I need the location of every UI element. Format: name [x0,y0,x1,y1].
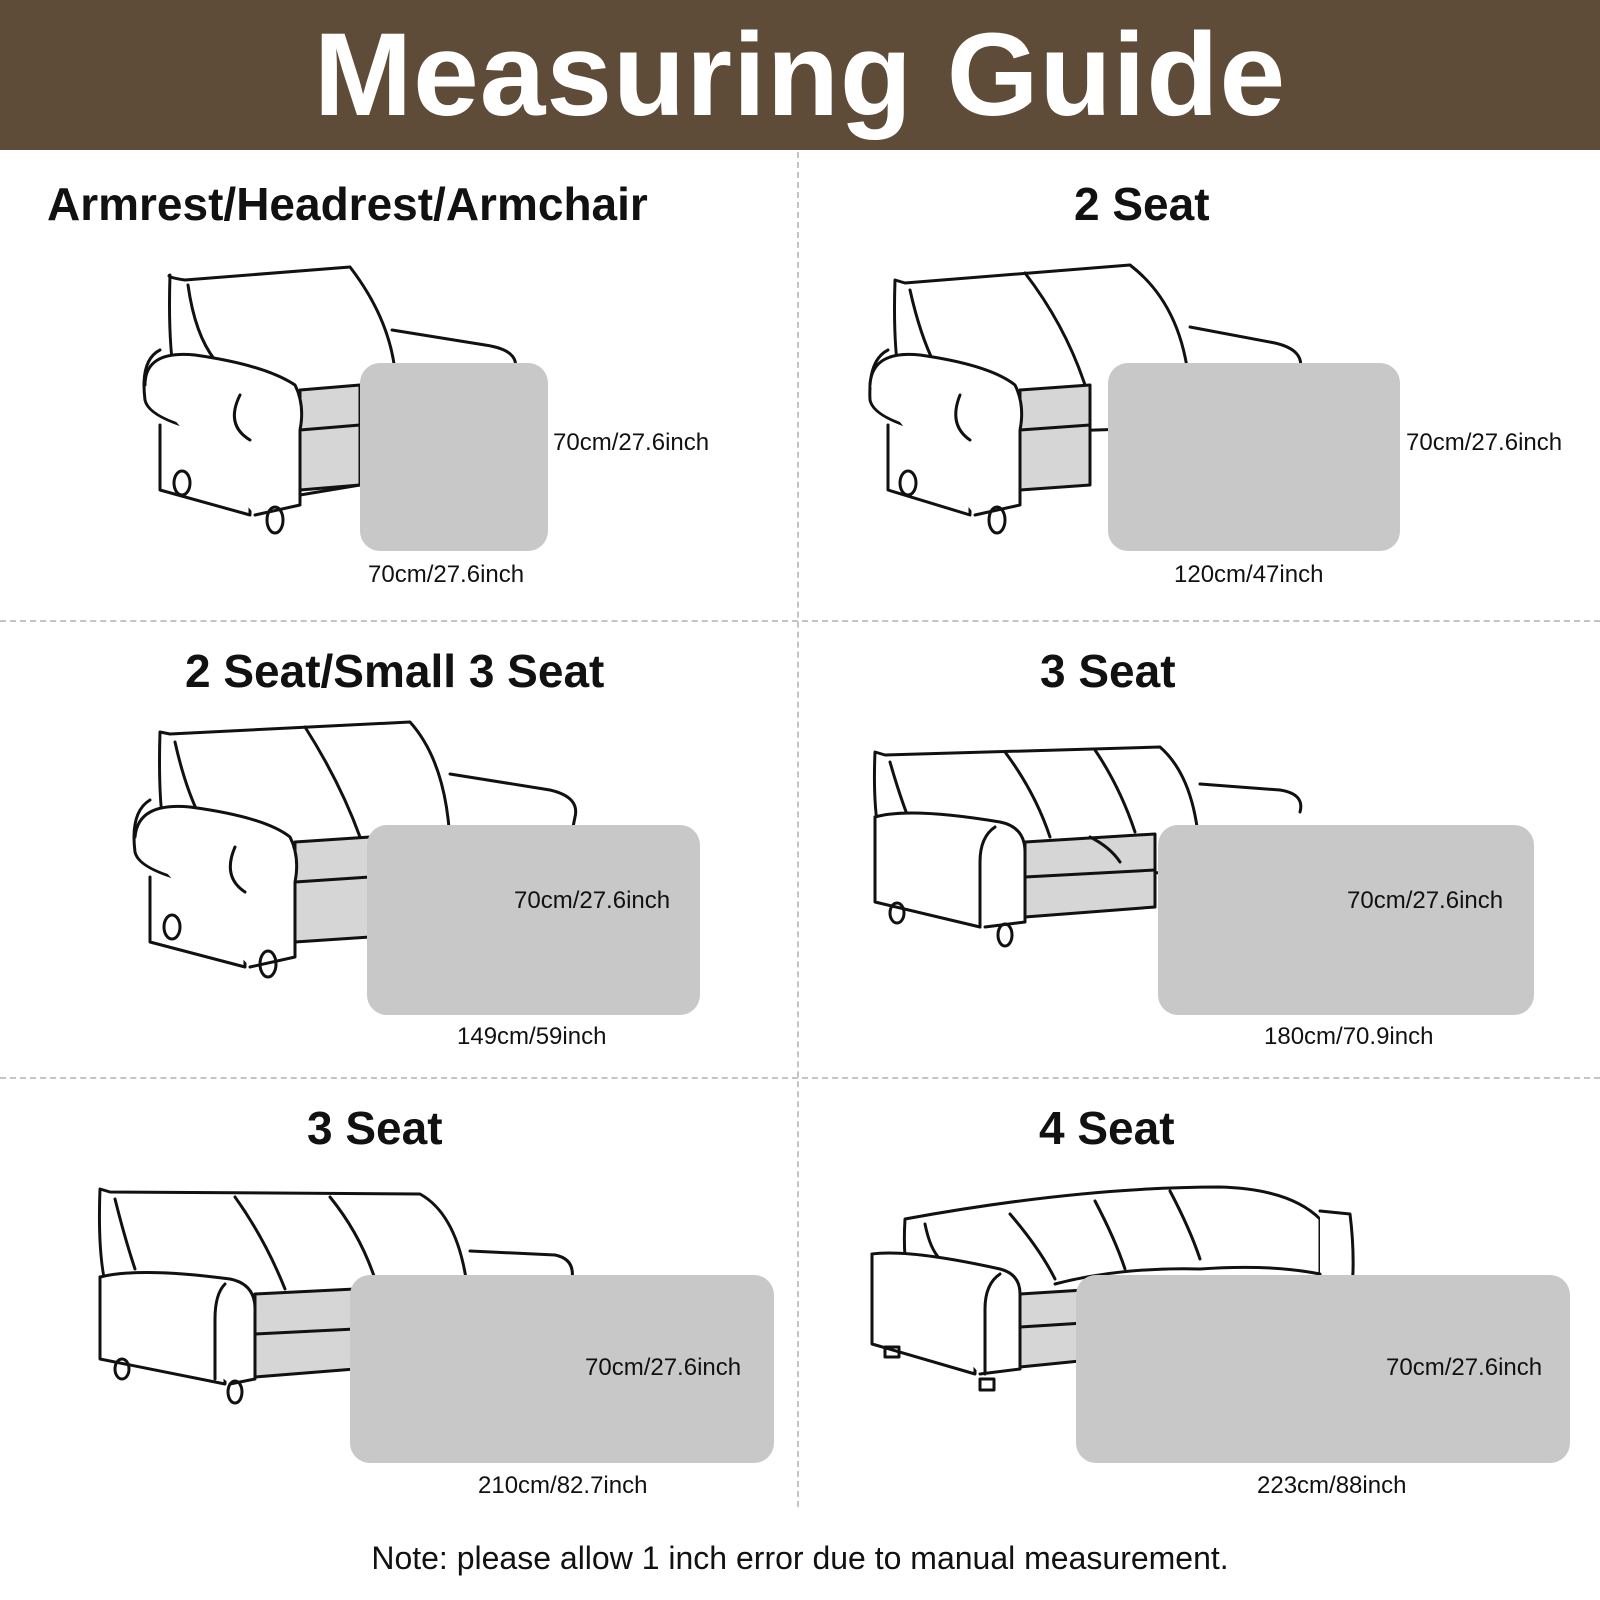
depth-label: 70cm/27.6inch [585,1354,742,1381]
cushion-box [1158,825,1534,1015]
panel-armchair [0,155,798,620]
panel-title: 2 Seat/Small 3 Seat [185,645,605,697]
panel-3-seat-large [0,1079,798,1509]
depth-label: 70cm/27.6inch [514,887,671,914]
armchair-illustration [0,155,798,620]
measurement-note: Note: please allow 1 inch error due to manual measurement. [371,1540,1229,1576]
panel-title: Armrest/Headrest/Armchair [47,178,648,230]
width-label: 223cm/88inch [1257,1472,1407,1499]
width-label: 210cm/82.7inch [478,1472,648,1499]
panel-2-seat-small-3-seat [0,622,798,1077]
page-title: Measuring Guide [313,9,1287,141]
width-label: 180cm/70.9inch [1264,1023,1434,1050]
small-three-seat-illustration [0,622,798,1077]
panel-title: 2 Seat [1074,178,1210,230]
width-label: 149cm/59inch [457,1023,607,1050]
header-banner [0,0,1600,150]
width-label: 120cm/47inch [1174,561,1324,588]
depth-label: 70cm/27.6inch [1406,429,1563,456]
depth-label: 70cm/27.6inch [1347,887,1504,914]
four-seat-illustration [800,1079,1598,1509]
panel-3-seat [800,622,1598,1077]
three-seat-illustration [800,622,1598,1077]
panel-4-seat [800,1079,1598,1509]
width-label: 70cm/27.6inch [368,561,525,588]
two-seat-illustration [800,155,1598,620]
depth-label: 70cm/27.6inch [1386,1354,1543,1381]
panel-2-seat [800,155,1598,620]
large-three-seat-illustration [0,1079,798,1509]
cushion-box [367,825,700,1015]
cushion-box [1108,363,1400,551]
panel-title: 3 Seat [1040,645,1176,697]
depth-label: 70cm/27.6inch [553,429,710,456]
panel-title: 3 Seat [307,1102,443,1154]
cushion-box [360,363,548,551]
panel-title: 4 Seat [1039,1102,1175,1154]
